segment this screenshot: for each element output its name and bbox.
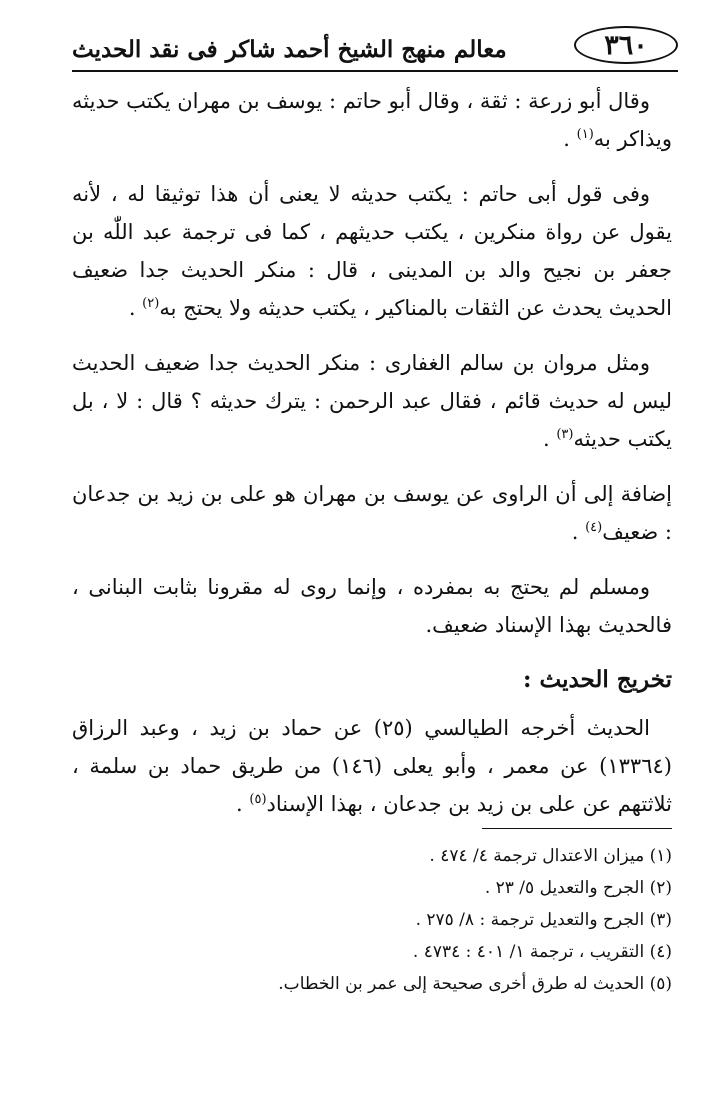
header-divider xyxy=(72,70,678,72)
footnote: (٥) الحديث له طرق أخرى صحيحة إلى عمر بن الخطاب. xyxy=(278,974,672,994)
footnote-marker: (٤) xyxy=(585,520,603,535)
paragraph-text: وفى قول أبى حاتم : يكتب حديثه لا يعنى أن هذا توثيقا له ، لأنه يقول عن رواة منكرين ، يكتب حديثهم ، كما فى ترجمة عبد اللّٰه بن جعفر بن نجيح والد بن المدينى ، قال : منكر الحديث جدا ضعيف الحديث يحدث عن الثقات بالمناكير ، يكتب حديثه ولا يحتج به xyxy=(72,182,672,320)
footnote-marker: (١) xyxy=(576,127,594,142)
paragraph xyxy=(72,344,672,458)
paragraph-end: . xyxy=(563,127,577,151)
footnote: (٤) التقريب ، ترجمة ١/ ٤٠١ : ٤٧٣٤ . xyxy=(412,942,672,962)
paragraph xyxy=(72,475,672,551)
paragraph-text: إضافة إلى أن الراوى عن يوسف بن مهران هو على بن زيد بن جدعان : ضعيف xyxy=(72,482,672,544)
paragraph xyxy=(72,568,672,644)
footnote-marker: (٢) xyxy=(142,296,160,311)
section-heading: تخريج الحديث : xyxy=(523,666,672,693)
main-text xyxy=(72,82,672,840)
page-number: ٣٦٠ xyxy=(604,29,648,61)
footnote-marker: (٣) xyxy=(556,427,574,442)
footnote-marker: (٥) xyxy=(249,792,267,807)
book-title: معالم منهج الشيخ أحمد شاكر فى نقد الحديث xyxy=(72,36,507,63)
footnote-divider xyxy=(482,828,672,829)
paragraph xyxy=(72,709,672,823)
running-header xyxy=(72,22,678,72)
paragraph-text: الحديث أخرجه الطيالسي (٢٥) عن حماد بن زيد ، وعبد الرزاق (١٣٣٦٤) عن معمر ، وأبو يعلى (١٤٦) من طريق حماد بن سلمة ، ثلاثتهم عن على بن زيد بن جدعان ، بهذا الإسناد xyxy=(72,716,672,816)
paragraph-text: ومثل مروان بن سالم الغفارى : منكر الحديث جدا ضعيف الحديث ليس له حديث قائم ، فقال عبد الرحمن : يترك حديثه ؟ قال : لا ، بل يكتب حديثه xyxy=(72,351,672,451)
footnotes xyxy=(120,840,672,1000)
paragraph xyxy=(72,175,672,327)
paragraph-end: . xyxy=(571,520,586,544)
footnote: (٣) الجرح والتعديل ترجمة : ٨/ ٢٧٥ . xyxy=(415,910,672,930)
paragraph-end: . xyxy=(542,427,557,451)
footnote: (١) ميزان الاعتدال ترجمة ٤/ ٤٧٤ . xyxy=(429,846,672,866)
paragraph xyxy=(72,82,672,158)
paragraph-end: . xyxy=(128,296,143,320)
paragraph-end: . xyxy=(236,792,250,816)
paragraph-text: ومسلم لم يحتج به بمفرده ، وإنما روى له مقرونا بثابت البنانى ، فالحديث بهذا الإسناد ضعيف. xyxy=(72,575,672,637)
paragraph-text: وقال أبو زرعة : ثقة ، وقال أبو حاتم : يوسف بن مهران يكتب حديثه ويذاكر به xyxy=(72,89,672,151)
footnote: (٢) الجرح والتعديل ٥/ ٢٣ . xyxy=(484,878,672,898)
